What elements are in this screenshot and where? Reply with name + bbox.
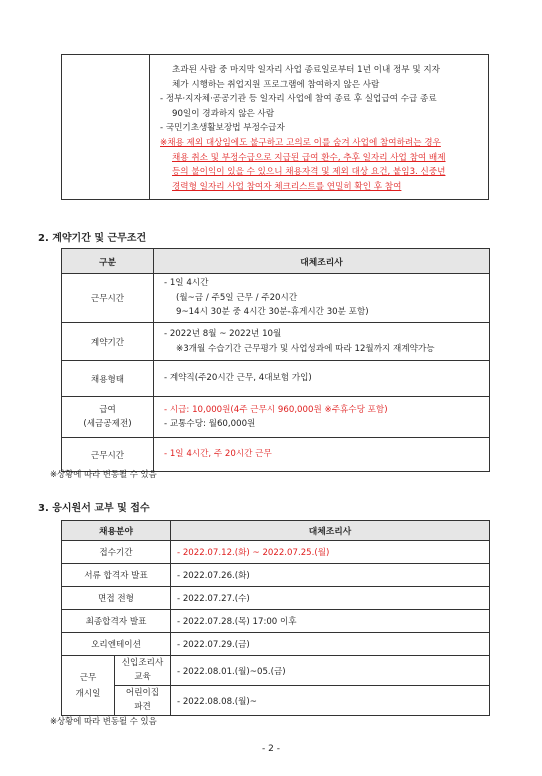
table-row bbox=[62, 686, 490, 716]
value-line: - 2022년 8월 ~ 2022년 10월 bbox=[164, 329, 282, 339]
header-field: 채용분야 bbox=[62, 521, 171, 541]
header-position: 대체조리사 bbox=[171, 521, 490, 541]
eligibility-line: - 정부·지자체·공공기관 등 일자리 사업에 참여 종료 후 실업급여 수급 종료 bbox=[160, 94, 437, 105]
row-value bbox=[154, 397, 490, 438]
value-line: (월~금 / 주5일 근무 / 주20시간 bbox=[176, 292, 298, 303]
table-row bbox=[62, 438, 490, 472]
sub-label-line: 파견 bbox=[134, 701, 151, 712]
section-2-note: ※상황에 따라 변동될 수 있음 bbox=[50, 469, 157, 479]
row-label: 근무시간 bbox=[62, 274, 154, 323]
value-line: 9~14시 30분 중 4시간 30분-휴게시간 30분 포함) bbox=[176, 307, 369, 318]
row-label-line: (세금공제전) bbox=[83, 419, 132, 429]
row-value: - 2022.07.26.(화) bbox=[171, 564, 490, 587]
table-row bbox=[62, 361, 490, 397]
table-row bbox=[62, 564, 490, 587]
section-3-title: 3. 응시원서 교부 및 접수 bbox=[38, 503, 150, 514]
table-row bbox=[62, 656, 490, 686]
row-label: 접수기간 bbox=[62, 541, 171, 564]
eligibility-table bbox=[61, 54, 489, 200]
row-value: - 2022.07.28.(목) 17:00 이후 bbox=[171, 610, 490, 633]
row-label bbox=[62, 397, 154, 438]
table-header-row bbox=[62, 249, 490, 274]
table-header-row bbox=[62, 521, 490, 541]
application-schedule-table bbox=[61, 520, 490, 716]
warning-line: 등의 불이익이 있을 수 있으니 채용자격 및 제외 대상 요건, 붙임3. 신중년 bbox=[172, 167, 446, 178]
eligibility-line: 초과된 사람 중 마지막 일자리 사업 종료일로부터 1년 이내 정부 및 지자 bbox=[172, 65, 440, 75]
row-value bbox=[154, 323, 490, 361]
row-label bbox=[62, 656, 115, 716]
sub-label-line: 교육 bbox=[134, 671, 151, 682]
table-row bbox=[62, 587, 490, 610]
header-position: 대체조리사 bbox=[154, 249, 490, 274]
header-category: 구분 bbox=[62, 249, 154, 274]
table-row bbox=[62, 274, 490, 323]
eligibility-line: - 국민기초생활보장법 부정수급자 bbox=[160, 123, 285, 134]
row-value: - 2022.07.12.(화) ~ 2022.07.25.(월) bbox=[171, 541, 490, 564]
row-label: 근무시간 bbox=[62, 438, 154, 472]
row-value: - 2022.07.27.(수) bbox=[171, 587, 490, 610]
row-label-line: 개시일 bbox=[75, 688, 101, 699]
row-label: 계약기간 bbox=[62, 323, 154, 361]
row-value bbox=[154, 274, 490, 323]
warning-line: 경력형 일자리 사업 참여자 체크리스트를 연밀히 확인 후 참여 bbox=[172, 181, 402, 192]
row-label: 서류 합격자 발표 bbox=[62, 564, 171, 587]
row-value: - 계약직(주20시간 근무, 4대보험 가입) bbox=[154, 361, 490, 397]
row-label: 면접 전형 bbox=[62, 587, 171, 610]
eligibility-label-cell bbox=[62, 55, 150, 200]
sub-label-line: 신입조리사 bbox=[121, 658, 164, 668]
sub-label-line: 어린이집 bbox=[125, 688, 160, 698]
row-value: - 2022.08.08.(월)~ bbox=[171, 686, 490, 716]
row-label: 최종합격자 발표 bbox=[62, 610, 171, 633]
table-row bbox=[62, 610, 490, 633]
row-value: - 2022.07.29.(금) bbox=[171, 633, 490, 656]
value-line: ※3개월 수습기간 근무평가 및 사업성과에 따라 12월까지 재계약가능 bbox=[176, 343, 435, 354]
section-3-note: ※상황에 따라 변동될 수 있음 bbox=[50, 716, 157, 726]
contract-conditions-table bbox=[61, 248, 490, 472]
row-label: 오리엔테이션 bbox=[62, 633, 171, 656]
value-line: - 1일 4시간 bbox=[164, 278, 209, 289]
eligibility-line: 체가 시행하는 취업지원 프로그램에 참여하지 않은 사람 bbox=[172, 79, 380, 90]
row-value: - 1일 4시간, 주 20시간 근무 bbox=[154, 438, 490, 472]
page-number: - 2 - bbox=[262, 744, 280, 754]
row-label-line: 급여 bbox=[99, 404, 116, 415]
warning-line: 채용 취소 및 부정수급으로 지급된 급여 환수, 추후 일자리 사업 참여 배제 bbox=[172, 152, 446, 163]
eligibility-line: 90일이 경과하지 않은 사람 bbox=[172, 108, 275, 119]
section-2-title: 2. 계약기간 및 근무조건 bbox=[38, 233, 147, 244]
value-line: - 교통수당: 월60,000원 bbox=[164, 419, 256, 429]
sub-label bbox=[115, 656, 171, 686]
table-row bbox=[62, 541, 490, 564]
table-row bbox=[62, 323, 490, 361]
row-label-line: 근무 bbox=[79, 672, 97, 683]
row-label: 채용형태 bbox=[62, 361, 154, 397]
value-line: - 시급: 10,000원(4주 근무시 960,000원 ※주휴수당 포함) bbox=[164, 404, 388, 415]
table-row bbox=[62, 397, 490, 438]
eligibility-content bbox=[150, 55, 489, 200]
table-row bbox=[62, 633, 490, 656]
sub-label bbox=[115, 686, 171, 716]
row-value: - 2022.08.01.(월)~05.(금) bbox=[171, 656, 490, 686]
warning-line: ※채용 제외 대상임에도 불구하고 고의로 이를 숨겨 사업에 참여하려는 경우 bbox=[160, 137, 441, 148]
